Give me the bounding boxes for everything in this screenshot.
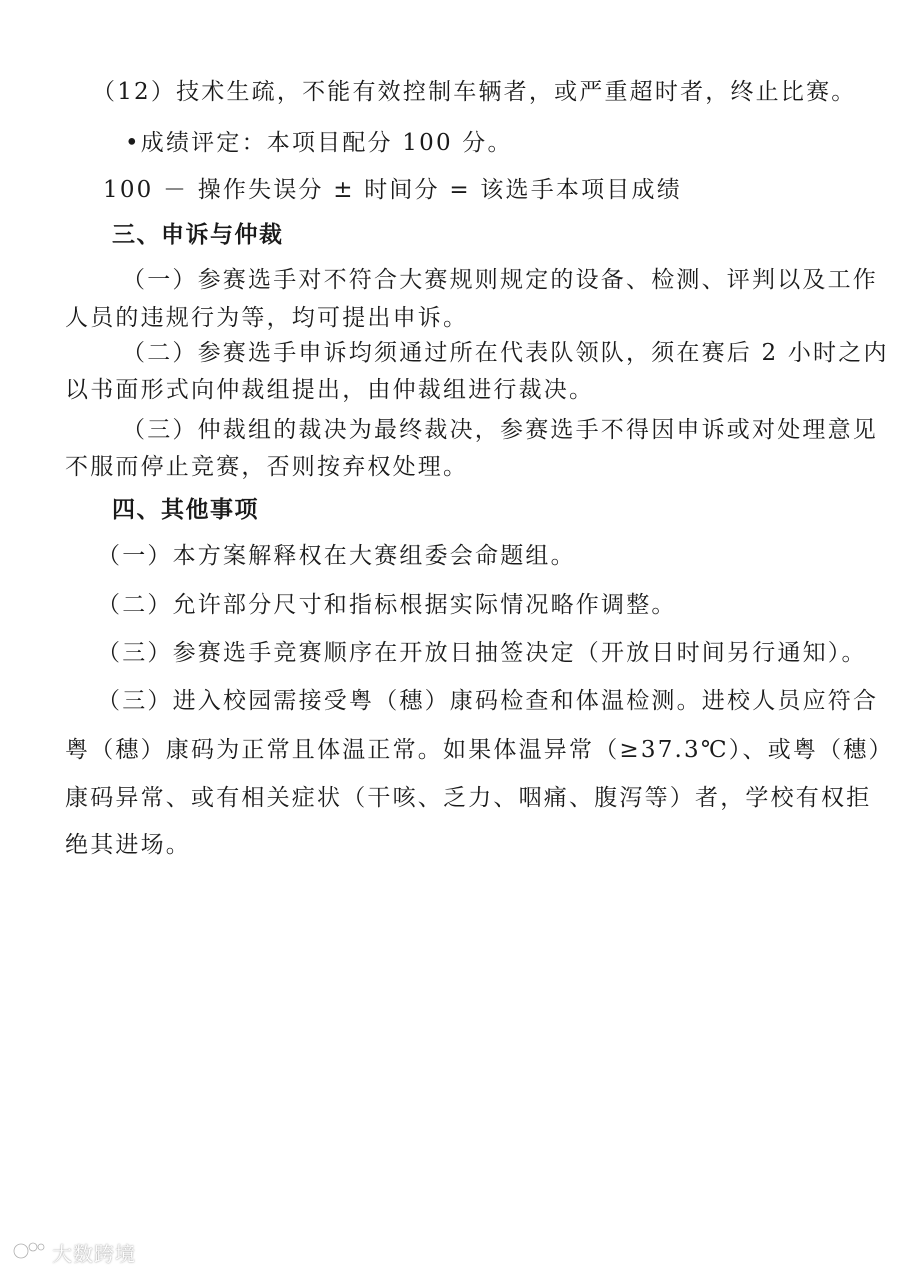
- section-heading-appeal: 三、申诉与仲裁: [112, 222, 284, 248]
- text-line-other-3: （三）参赛选手竞赛顺序在开放日抽签决定（开放日时间另行通知）。: [97, 640, 867, 666]
- logo-icon: [12, 1239, 46, 1267]
- section-heading-other: 四、其他事项: [112, 497, 259, 523]
- text-line-other-4a: （三）进入校园需接受粤（穗）康码检查和体温检测。进校人员应符合: [97, 688, 879, 714]
- text-line-appeal-1b: 人员的违规行为等，均可提出申诉。: [65, 305, 469, 331]
- text-line-appeal-1a: （一）参赛选手对不符合大赛规则规定的设备、检测、评判以及工作: [122, 267, 878, 293]
- text-line-score-rating: •成绩评定：本项目配分 100 分。: [125, 130, 513, 156]
- text-line-rule-12: （12）技术生疏，不能有效控制车辆者，或严重超时者，终止比赛。: [92, 79, 857, 105]
- text-line-other-4d: 绝其进场。: [65, 832, 191, 858]
- text-line-other-4c: 康码异常、或有相关症状（干咳、乏力、咽痛、腹泻等）者，学校有权拒: [65, 785, 872, 811]
- text-line-other-4b: 粤（穗）康码为正常且体温正常。如果体温异常（≥37.3℃）、或粤（穗）: [65, 737, 894, 763]
- watermark: [12, 1238, 136, 1267]
- text-line-score-formula: 100 － 操作失误分 ± 时间分 = 该选手本项目成绩: [103, 177, 682, 203]
- text-line-other-1: （一）本方案解释权在大赛组委会命题组。: [97, 543, 576, 569]
- text-line-appeal-2a: （二）参赛选手申诉均须通过所在代表队领队，须在赛后 2 小时之内: [122, 340, 889, 366]
- text-line-appeal-3b: 不服而停止竞赛，否则按弃权处理。: [65, 454, 469, 480]
- text-line-appeal-3a: （三）仲裁组的裁决为最终裁决，参赛选手不得因申诉或对处理意见: [122, 417, 878, 443]
- text-line-appeal-2b: 以书面形式向仲裁组提出，由仲裁组进行裁决。: [65, 377, 595, 403]
- watermark-text: 大数跨境: [52, 1242, 136, 1266]
- text-line-other-2: （二）允许部分尺寸和指标根据实际情况略作调整。: [97, 592, 677, 618]
